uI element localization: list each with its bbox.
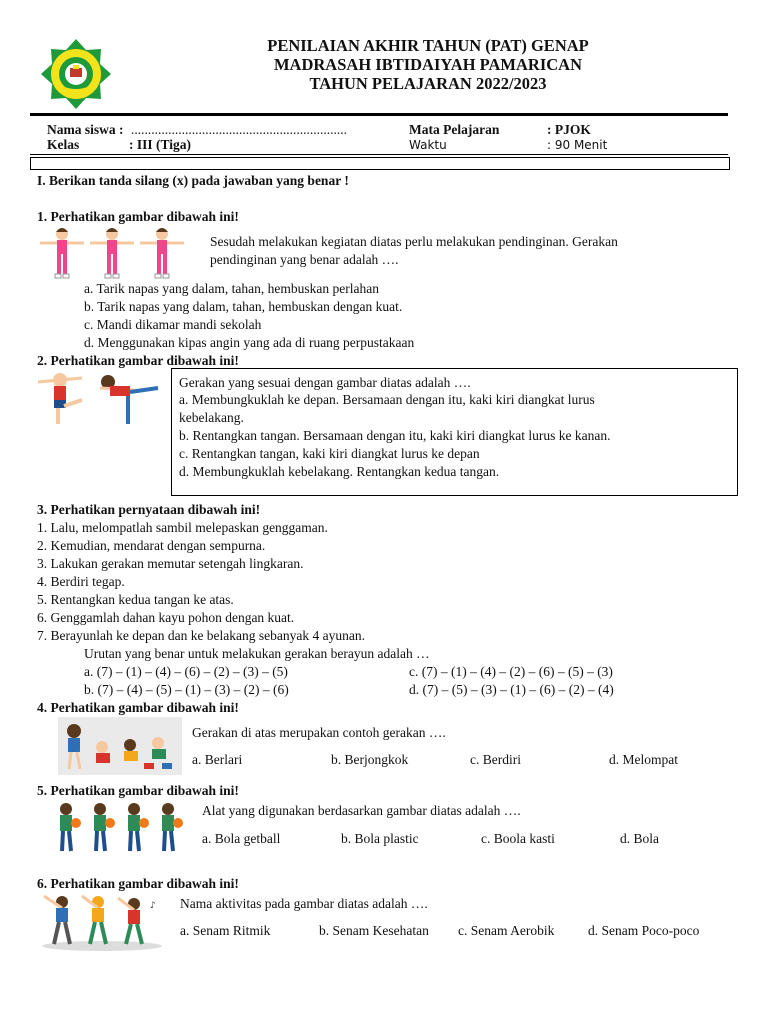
q6-option-d[interactable]: d. Senam Poco-poco	[588, 923, 700, 938]
q3-option-d[interactable]: d. (7) – (5) – (3) – (1) – (6) – (2) – (4)	[409, 682, 614, 697]
q3-question: Urutan yang benar untuk melakukan gerakan berayun adalah …	[84, 646, 430, 661]
q1-option-a[interactable]: a. Tarik napas yang dalam, tahan, hembuskan perlahan	[84, 281, 379, 296]
exam-title	[200, 36, 656, 93]
q4-question: Gerakan di atas merupakan contoh gerakan ….	[192, 725, 446, 740]
q4-option-b[interactable]: b. Berjongkok	[331, 752, 409, 767]
q3-statement-1: 1. Lalu, melompatlah sambil melepaskan genggaman.	[37, 520, 328, 535]
q1-text-line-2: pendinginan yang benar adalah ….	[210, 252, 399, 267]
q1-text-line-1: Sesudah melakukan kegiatan diatas perlu melakukan pendinginan. Gerakan	[210, 234, 618, 249]
q5-option-b[interactable]: b. Bola plastic	[341, 831, 419, 846]
nama-label: Nama siswa :	[47, 122, 124, 137]
q2-option-a-cont: kebelakang.	[179, 410, 244, 425]
kelas-label: Kelas	[47, 137, 80, 152]
section-title: I. Berikan tanda silang (x) pada jawaban yang benar !	[37, 173, 349, 188]
svg-text:♪: ♪	[150, 901, 156, 911]
q4-option-d[interactable]: d. Melompat	[609, 752, 678, 767]
q3-statement-2: 2. Kemudian, mendarat dengan sempurna.	[37, 538, 266, 553]
waktu-label: Waktu	[409, 138, 447, 152]
nama-field[interactable]: ................................................................	[131, 122, 347, 137]
q2-option-b[interactable]: b. Rentangkan tangan. Bersamaan dengan itu, kaki kiri diangkat lurus ke kanan.	[179, 428, 611, 443]
info-box	[30, 157, 730, 170]
mapel-label: Mata Pelajaran	[409, 122, 500, 137]
q2-option-c[interactable]: c. Rentangkan tangan, kaki kiri diangkat lurus ke depan	[179, 446, 480, 461]
q6-option-c[interactable]: c. Senam Aerobik	[458, 923, 555, 938]
q2-option-a[interactable]: a. Membungkuklah ke depan. Bersamaan dengan itu, kaki kiri diangkat lurus	[179, 392, 595, 407]
q6-option-a[interactable]: a. Senam Ritmik	[180, 923, 271, 938]
q6-heading: 6. Perhatikan gambar dibawah ini!	[37, 876, 239, 891]
q3-statement-3: 3. Lakukan gerakan memutar setengah lingkaran.	[37, 556, 304, 571]
q2-option-d[interactable]: d. Membungkuklah kebelakang. Rentangkan kedua tangan.	[179, 464, 500, 479]
q4-option-a[interactable]: a. Berlari	[192, 752, 243, 767]
ball-play-image	[52, 799, 188, 855]
q3-heading: 3. Perhatikan pernyataan dibawah ini!	[37, 502, 261, 517]
q3-option-c[interactable]: c. (7) – (1) – (4) – (2) – (6) – (5) – (3)	[409, 664, 613, 679]
q6-option-b[interactable]: b. Senam Kesehatan	[319, 923, 429, 938]
q3-option-b[interactable]: b. (7) – (4) – (5) – (1) – (3) – (2) – (6)	[84, 682, 289, 697]
q3-statement-6: 6. Genggamlah dahan kayu pohon dengan kuat.	[37, 610, 295, 625]
stretching-kids-image	[38, 226, 188, 280]
kelas-value: : III (Tiga)	[129, 137, 192, 152]
q2-heading: 2. Perhatikan gambar dibawah ini!	[37, 353, 239, 368]
header-rule	[30, 113, 728, 116]
q5-option-a[interactable]: a. Bola getball	[202, 831, 281, 846]
q1-option-c[interactable]: c. Mandi dikamar mandi sekolah	[84, 317, 262, 332]
q1-option-d[interactable]: d. Menggunakan kipas angin yang ada di ruang perpustakaan	[84, 335, 415, 350]
q5-option-c[interactable]: c. Boola kasti	[481, 831, 555, 846]
q4-option-c[interactable]: c. Berdiri	[470, 752, 521, 767]
q3-option-a[interactable]: a. (7) – (1) – (4) – (6) – (2) – (3) – (5)	[84, 664, 288, 679]
info-rule-1	[30, 154, 728, 155]
q2-box-line-1: Gerakan yang sesuai dengan gambar diatas adalah ….	[179, 375, 471, 390]
squatting-kids-image	[58, 717, 182, 775]
gymnastics-kids-image	[38, 892, 166, 952]
q4-heading: 4. Perhatikan gambar dibawah ini!	[37, 700, 239, 715]
title-line-1: PENILAIAN AKHIR TAHUN (PAT) GENAP	[267, 36, 589, 55]
q1-option-b[interactable]: b. Tarik napas yang dalam, tahan, hembuskan dengan kuat.	[84, 299, 403, 314]
balance-pose-image	[38, 368, 166, 428]
waktu-value: : 90 Menit	[547, 138, 608, 152]
q5-option-d[interactable]: d. Bola	[620, 831, 659, 846]
q3-statement-4: 4. Berdiri tegap.	[37, 574, 125, 589]
q3-statement-7: 7. Berayunlah ke depan dan ke belakang sebanyak 4 ayunan.	[37, 628, 366, 643]
school-logo	[33, 38, 119, 110]
title-line-3: TAHUN PELAJARAN 2022/2023	[309, 74, 547, 93]
q3-statement-5: 5. Rentangkan kedua tangan ke atas.	[37, 592, 234, 607]
q6-question: Nama aktivitas pada gambar diatas adalah ….	[180, 896, 428, 911]
q1-heading: 1. Perhatikan gambar dibawah ini!	[37, 209, 239, 224]
q5-heading: 5. Perhatikan gambar dibawah ini!	[37, 783, 239, 798]
mapel-value: : PJOK	[547, 122, 591, 137]
title-line-2: MADRASAH IBTIDAIYAH PAMARICAN	[273, 55, 582, 74]
q5-question: Alat yang digunakan berdasarkan gambar diatas adalah ….	[202, 803, 521, 818]
